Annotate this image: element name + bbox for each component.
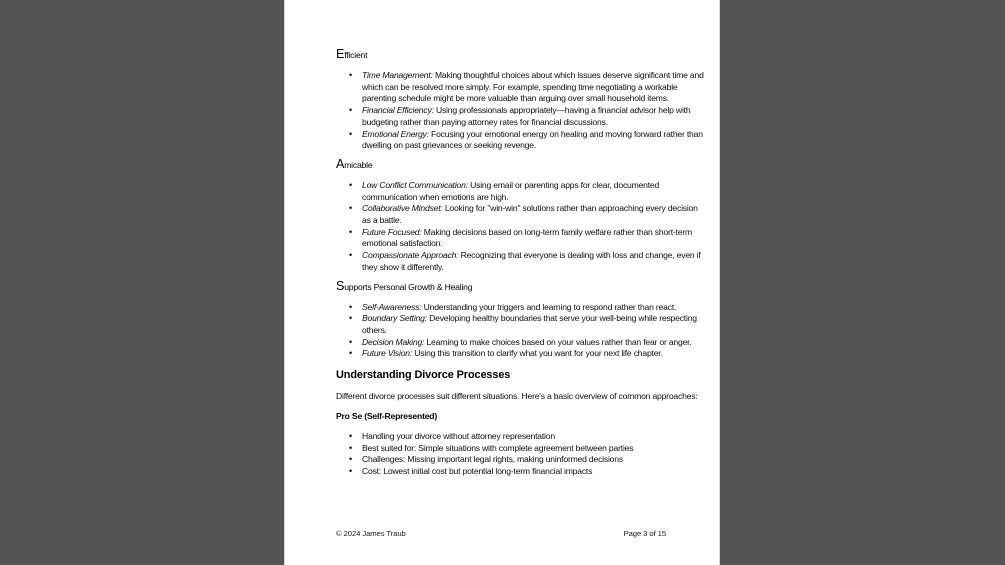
bullet-term: Future Focused: [362, 226, 422, 237]
list-item: • Cost: Lowest initial cost but potential long-term financial impacts [336, 466, 706, 478]
bullet-text: Making thoughtful choices about which issues deserve significant time and which can be resolved more simply. For example, spending time negotiating a workable parenting schedule might be more valuable than arguing over small household items. [362, 70, 704, 104]
document-page [284, 0, 720, 565]
bullet-text: Making decisions based on long-term family welfare rather than short-term emotional satisfaction. [362, 226, 692, 249]
list-item [336, 203, 706, 226]
list-item: • Best suited for: Simple situations with complete agreement between parties [336, 443, 706, 455]
bullet-term: Low Conflict Communication: [362, 179, 468, 190]
section-heading-efficient: Efficient [336, 47, 368, 61]
bullet-term: Future Vision: [362, 348, 413, 359]
bullet-list-pro-se [336, 431, 706, 478]
bullet-list-amicable [336, 180, 706, 274]
bullet-term: Compassionate Approach: [362, 250, 459, 261]
page-content [336, 45, 706, 484]
bullet-term: Decision Making: [362, 336, 425, 347]
bullet-term: Self-Awareness: [362, 301, 422, 312]
list-item [336, 70, 706, 105]
bullet-term: Financial Efficiency: [362, 105, 434, 116]
list-item [336, 129, 706, 152]
page-footer [336, 529, 666, 538]
bullet-text: Looking for "win-win" solutions rather than approaching every decision as a battle. [362, 203, 698, 226]
bullet-list-growth [336, 302, 706, 361]
section-heading-growth: Supports Personal Growth & Healing [336, 278, 473, 293]
bullet-term: Emotional Energy: [362, 128, 429, 139]
bullet-text: Using email or parenting apps for clear, documented communication when emotions are high. [362, 179, 660, 202]
bullet-text: Developing healthy boundaries that serve your well-being while respecting others. [362, 313, 697, 335]
bullet-text: Understanding your triggers and learning to respond rather than react. [423, 301, 677, 312]
footer-copyright: © 2024 James Traub [336, 529, 406, 538]
footer-page-number: Page 3 of 15 [623, 529, 666, 538]
subsection-heading-pro-se: Pro Se (Self-Represented) [336, 411, 438, 422]
bullet-term: Boundary Setting: [362, 313, 427, 324]
list-item [336, 302, 706, 314]
bullet-term: Time Management: [362, 70, 433, 80]
bullet-text: Recognizing that everyone is dealing with loss and change, even if they show it differently. [362, 250, 701, 272]
bullet-text: Using professionals appropriately—having a financial advisor help with budgeting rather than paying attorney rates for financial discussions. [362, 105, 691, 127]
section-heading-amicable: Amicable [336, 156, 373, 171]
list-item: • Challenges: Missing important legal rights, making uninformed decisions [336, 454, 706, 466]
main-heading: Understanding Divorce Processes [336, 369, 511, 382]
list-item [336, 227, 706, 250]
list-item [336, 105, 706, 128]
list-item [336, 337, 706, 349]
bullet-text: Learning to make choices based on your values rather than fear or anger. [426, 336, 692, 347]
list-item [336, 250, 706, 273]
intro-paragraph: Different divorce processes suit different situations. Here's a basic overview of common approaches: [336, 390, 698, 401]
bullet-text: Using this transition to clarify what you want for your next life chapter. [414, 348, 663, 359]
list-item [336, 313, 706, 336]
bullet-list-efficient [336, 70, 706, 152]
bullet-text: Focusing your emotional energy on healing and moving forward rather than dwelling on past grievances or seeking revenge. [362, 128, 703, 151]
list-item [336, 348, 706, 360]
list-item: • Handling your divorce without attorney representation [336, 431, 706, 443]
list-item [336, 180, 706, 203]
bullet-term: Collaborative Mindset: [362, 203, 443, 214]
